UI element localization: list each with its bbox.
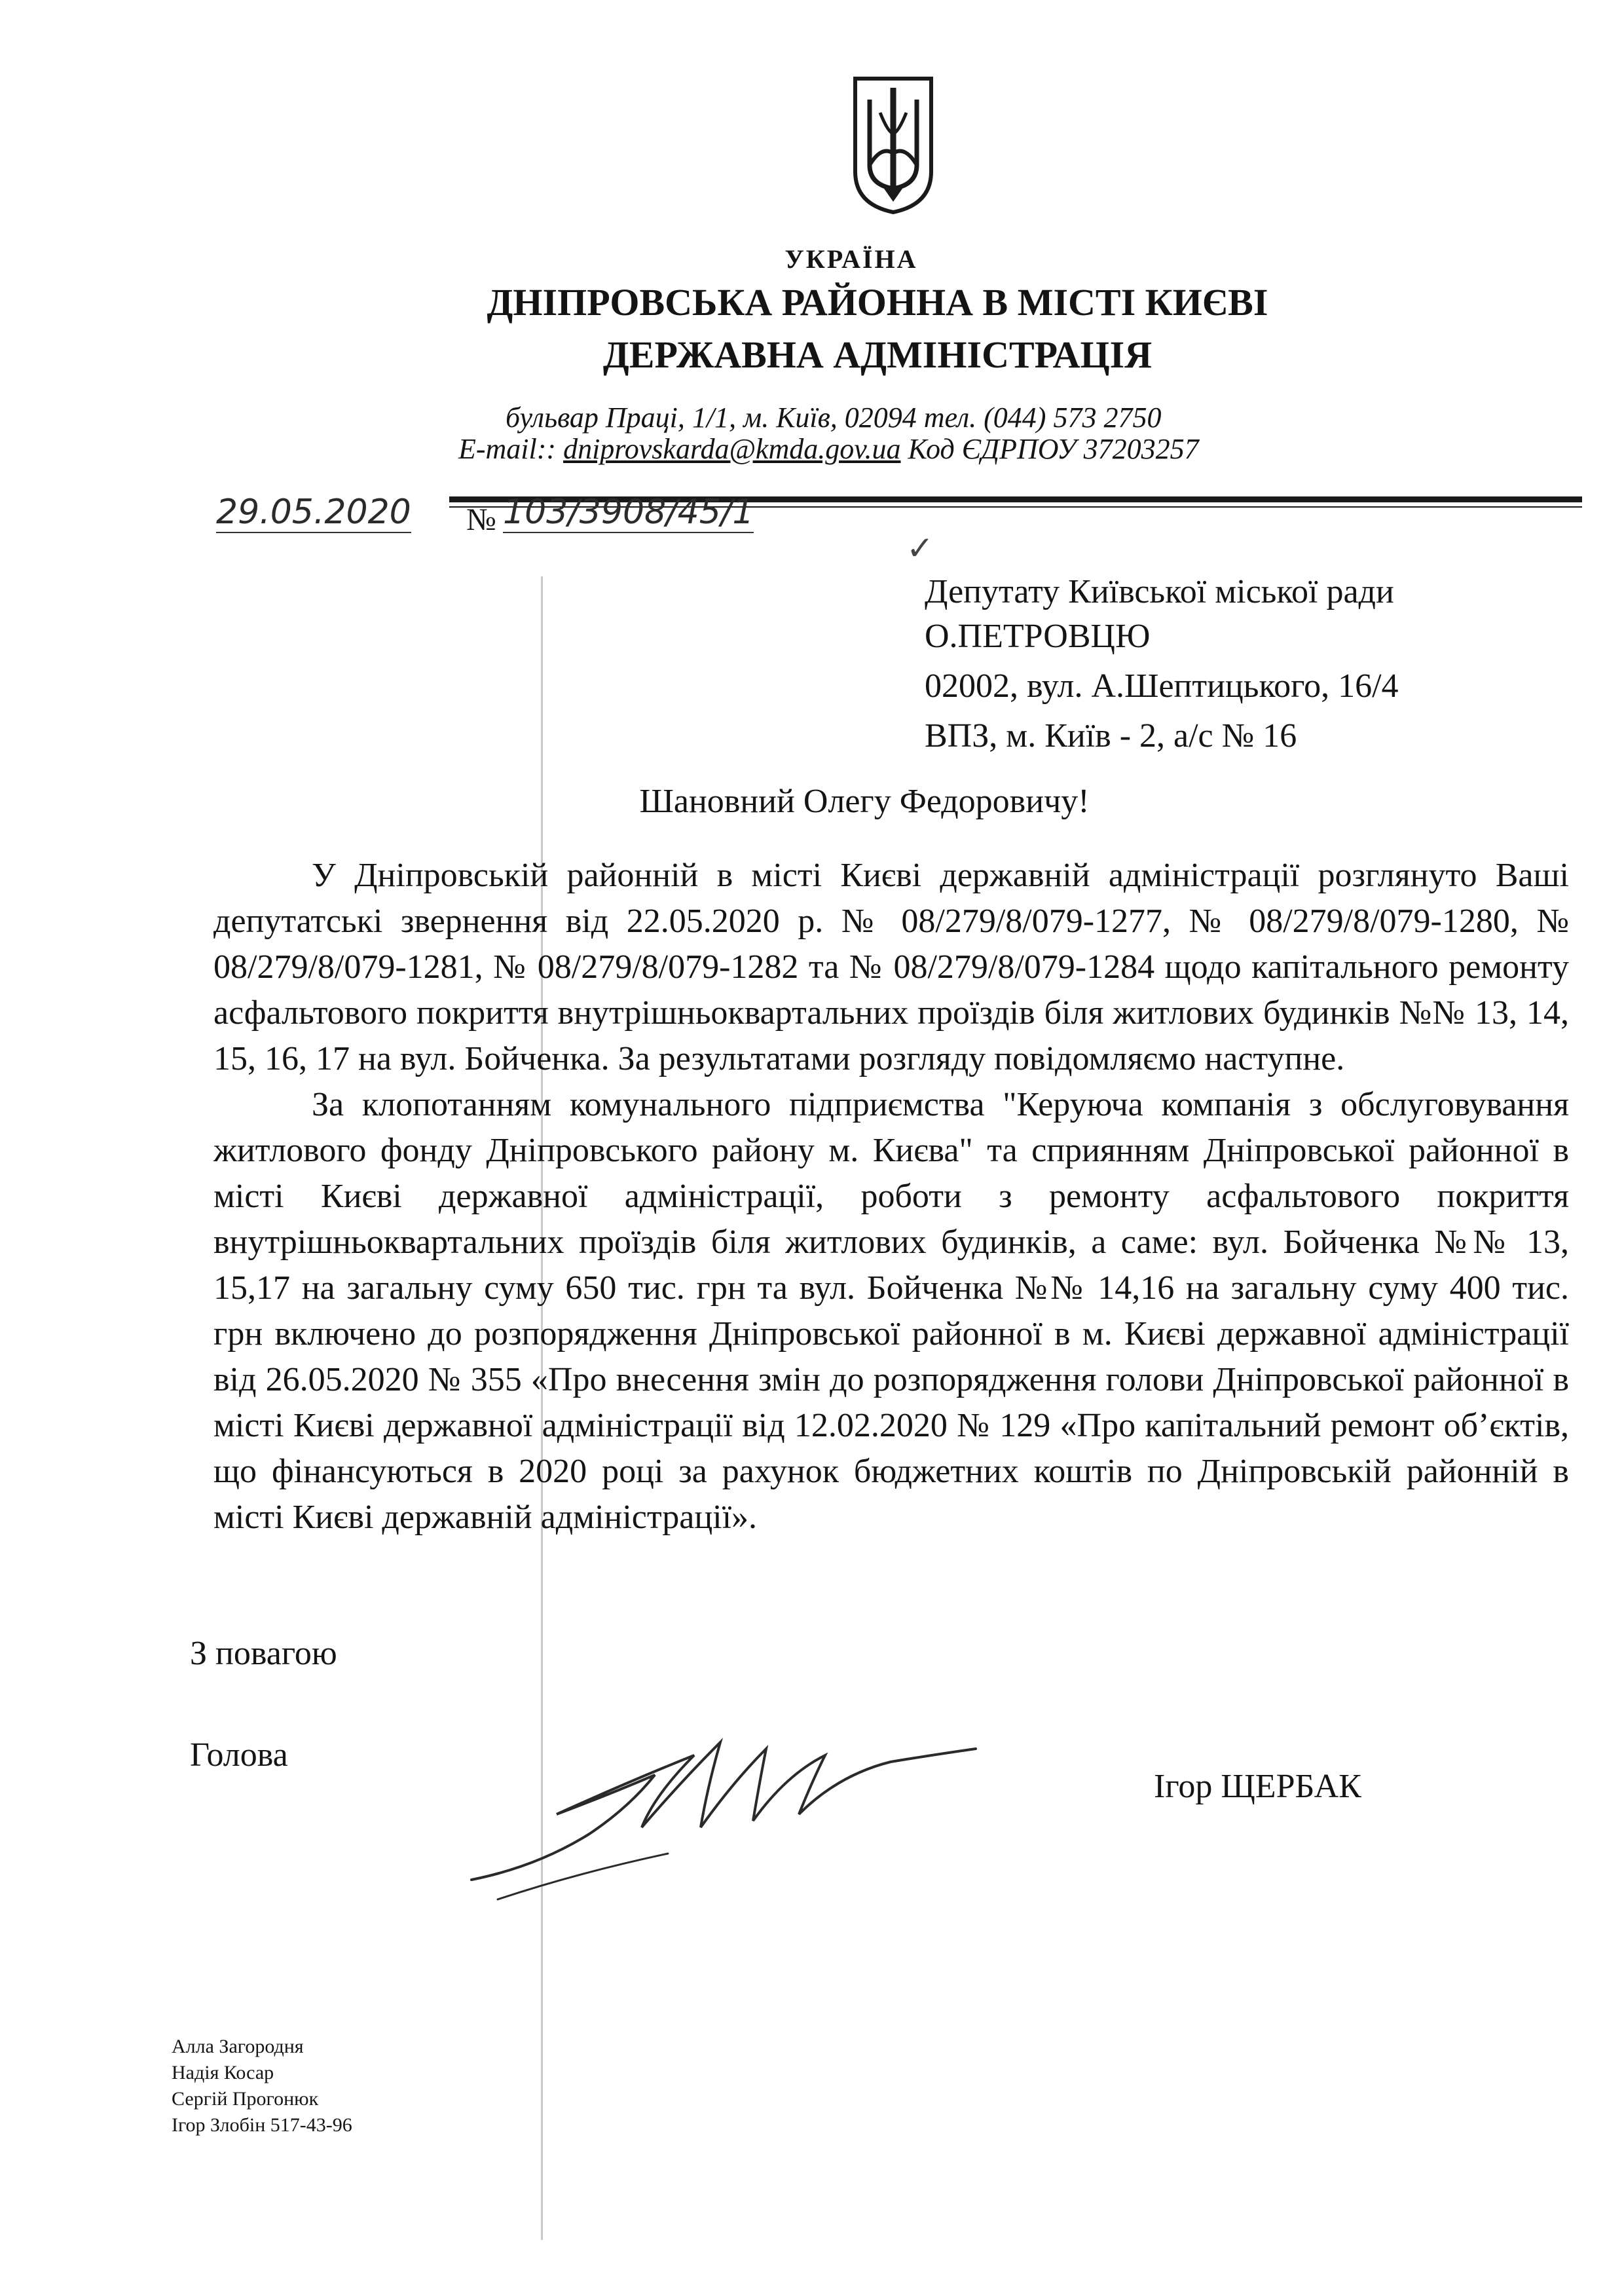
organization-name-line-2: ДЕРЖАВНА АДМІНІСТРАЦІЯ (602, 333, 1153, 376)
organization-contacts (458, 432, 1199, 466)
signer-name: Ігор ЩЕРБАК (1154, 1768, 1361, 1805)
edrpou-code: Код ЄДРПОУ 37203257 (900, 433, 1199, 465)
signer-position: Голова (190, 1736, 288, 1774)
body-paragraph-1: У Дніпровській районній в місті Києві державній адміністрації розглянуто Ваші депутатські звернення від 22.05.2020 р. № 08/279/8/079-1277, № 08/279/8/079-1280, № 08/279/8/079-1281, № 08/279/8/079-1282 та № 08/279/8/079-1284 щодо капітального ремонту асфальтового покриття внутрішньоквартальних проїздів біля житлових будинків №№ 13, 14, 15, 16, 17 на вул. Бойченка. За результатами розгляду повідомляємо наступне. (213, 857, 1569, 1077)
salutation: Шановний Олегу Федоровичу! (639, 783, 1090, 820)
checkmark-icon: ✓ (906, 530, 934, 567)
handwritten-signature (458, 1703, 995, 1912)
registration-date: 29.05.2020 (216, 493, 411, 532)
recipient-name: О.ПЕТРОВЦЮ (925, 618, 1151, 655)
body-paragraph-2: За клопотанням комунального підприємства "Керуюча компанія з обслуговування житлового фонду Дніпровського району м. Києва" та сприянням Дніпровської районної в місті Києві державної адміністрації, роботи з ремонту асфальтового покриття внутрішньоквартальних проїздів біля житлових будинків, а саме: вул. Бойченка №№ 13, 15,17 на загальну суму 650 тис. грн та вул. Бойченка №№ 14,16 на загальну суму 400 тис. грн включено до розпорядження Дніпровської районної в м. Києві державної адміністрації від 26.05.2020 № 355 «Про внесення змін до розпорядження голови Дніпровської районної в місті Києві державної адміністрації від 12.02.2020 № 129 «Про капітальний ремонт об’єктів, що фінансуються в 2020 році за рахунок бюджетних коштів по Дніпровській районній в місті Києві державній адміністрації». (213, 1086, 1569, 1536)
email-address: dniprovskarda@kmda.gov.ua (563, 433, 901, 465)
coat-of-arms-icon (850, 73, 936, 216)
country-name: УКРАЇНА (784, 244, 918, 274)
recipient-post-box: ВПЗ, м. Київ - 2, а/с № 16 (925, 717, 1297, 755)
letter-body (213, 853, 1569, 1540)
registration-number: 103/3908/45/1 (503, 493, 754, 532)
recipient-address: 02002, вул. А.Шептицького, 16/4 (925, 667, 1399, 705)
organization-name-line-1: ДНІПРОВСЬКА РАЙОННА В МІСТІ КИЄВІ (487, 281, 1268, 324)
closing-regards: З повагою (190, 1635, 337, 1672)
registration-number-sign: № (466, 502, 496, 537)
executor-line: Надія Косар (172, 2062, 274, 2083)
organization-address: бульвар Праці, 1/1, м. Київ, 02094 тел. (044) 573 2750 (506, 401, 1162, 434)
email-label: E-mail:: (458, 433, 564, 465)
recipient-position: Депутату Київської міської ради (925, 573, 1394, 610)
executor-line: Ігор Злобін 517-43-96 (172, 2114, 352, 2136)
executor-line: Сергій Прогонюк (172, 2088, 319, 2110)
executor-line: Алла Загородня (172, 2036, 304, 2057)
